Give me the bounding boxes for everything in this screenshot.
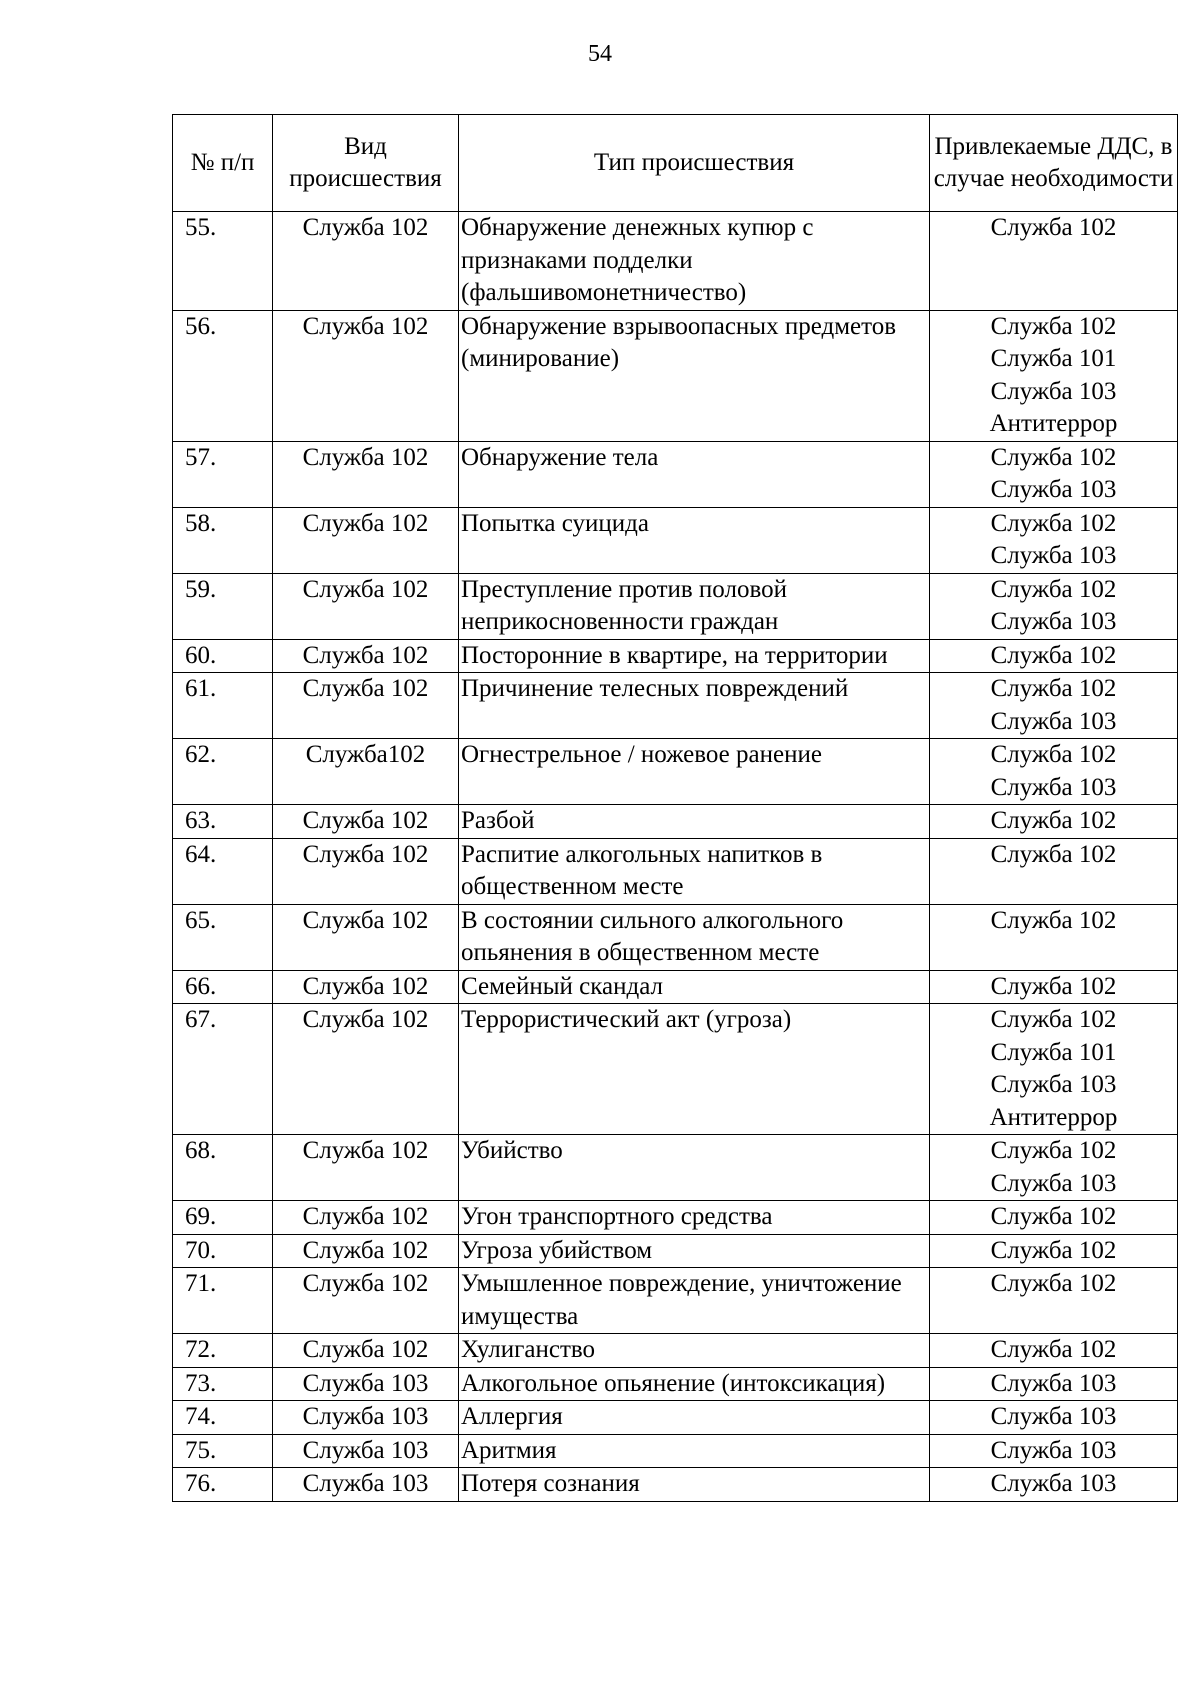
incident-type: Попытка суицида bbox=[459, 507, 930, 573]
involved-services bbox=[930, 838, 1178, 904]
incident-kind: Служба 102 bbox=[273, 904, 459, 970]
incident-type: Преступление против половой неприкосновенности граждан bbox=[459, 573, 930, 639]
service-entry: Служба 101 bbox=[990, 345, 1117, 372]
service-entry: Служба 103 bbox=[990, 1403, 1117, 1430]
service-entry: Служба 102 bbox=[990, 1270, 1117, 1297]
row-number: 59. bbox=[173, 573, 273, 639]
service-entry: Служба 103 bbox=[990, 773, 1117, 801]
incident-kind: Служба 102 bbox=[273, 310, 459, 441]
table-row bbox=[173, 212, 1178, 311]
row-number: 57. bbox=[173, 441, 273, 507]
service-entry: Служба 103 bbox=[990, 542, 1117, 569]
incident-type: Потеря сознания bbox=[459, 1468, 930, 1502]
table-row bbox=[173, 573, 1178, 639]
row-number: 55. bbox=[173, 212, 273, 311]
table-row bbox=[173, 1234, 1178, 1268]
row-number: 70. bbox=[173, 1234, 273, 1268]
incident-kind: Служба 102 bbox=[273, 673, 459, 739]
incident-table bbox=[172, 114, 1178, 1502]
row-number: 62. bbox=[173, 739, 273, 805]
service-entry: Служба 102 bbox=[990, 214, 1117, 241]
incident-kind: Служба 103 bbox=[273, 1367, 459, 1401]
involved-services bbox=[930, 639, 1178, 673]
row-number: 73. bbox=[173, 1367, 273, 1401]
table-row bbox=[173, 1004, 1178, 1135]
table-row bbox=[173, 1201, 1178, 1235]
involved-services bbox=[930, 441, 1178, 507]
involved-services bbox=[930, 970, 1178, 1004]
incident-kind: Служба 102 bbox=[273, 639, 459, 673]
table-row bbox=[173, 507, 1178, 573]
incident-kind: Служба 102 bbox=[273, 1201, 459, 1235]
service-entry: Служба 102 bbox=[990, 641, 1117, 669]
involved-services bbox=[930, 1135, 1178, 1201]
table-row bbox=[173, 838, 1178, 904]
incident-type: В состоянии сильного алкогольного опьянения в общественном месте bbox=[459, 904, 930, 970]
incident-type: Террористический акт (угроза) bbox=[459, 1004, 930, 1135]
incident-kind: Служба 103 bbox=[273, 1468, 459, 1502]
incident-kind: Служба 102 bbox=[273, 838, 459, 904]
service-entry: Служба 103 bbox=[990, 707, 1117, 735]
table-row bbox=[173, 1434, 1178, 1468]
incident-type: Посторонние в квартире, на территории bbox=[459, 639, 930, 673]
row-number: 66. bbox=[173, 970, 273, 1004]
row-number: 69. bbox=[173, 1201, 273, 1235]
service-entry: Служба 103 bbox=[990, 1071, 1117, 1098]
incident-kind: Служба 102 bbox=[273, 573, 459, 639]
incident-type: Семейный скандал bbox=[459, 970, 930, 1004]
service-entry: Служба 102 bbox=[990, 675, 1117, 702]
service-entry: Служба 103 bbox=[990, 1470, 1117, 1497]
service-entry: Служба 102 bbox=[990, 575, 1117, 603]
service-entry: Служба 102 bbox=[990, 972, 1117, 1000]
involved-services bbox=[930, 1201, 1178, 1235]
incident-type: Аритмия bbox=[459, 1434, 930, 1468]
involved-services bbox=[930, 310, 1178, 441]
row-number: 60. bbox=[173, 639, 273, 673]
incident-kind: Служба 102 bbox=[273, 441, 459, 507]
table-body bbox=[173, 212, 1178, 1502]
incident-kind: Служба 102 bbox=[273, 1135, 459, 1201]
involved-services bbox=[930, 805, 1178, 839]
row-number: 68. bbox=[173, 1135, 273, 1201]
row-number: 61. bbox=[173, 673, 273, 739]
table-row bbox=[173, 1334, 1178, 1368]
row-number: 63. bbox=[173, 805, 273, 839]
table-row bbox=[173, 805, 1178, 839]
table-row bbox=[173, 970, 1178, 1004]
incident-type: Обнаружение тела bbox=[459, 441, 930, 507]
table-row bbox=[173, 639, 1178, 673]
table-row bbox=[173, 1468, 1178, 1502]
row-number: 58. bbox=[173, 507, 273, 573]
incident-kind: Служба102 bbox=[273, 739, 459, 805]
service-entry: Служба 102 bbox=[990, 1203, 1117, 1230]
header-kind: Вид происшествия bbox=[273, 115, 459, 212]
service-entry: Служба 102 bbox=[990, 443, 1117, 471]
table-row bbox=[173, 1135, 1178, 1201]
row-number: 71. bbox=[173, 1268, 273, 1334]
row-number: 76. bbox=[173, 1468, 273, 1502]
table-row bbox=[173, 1401, 1178, 1435]
service-entry: Служба 102 bbox=[990, 807, 1117, 834]
table-row bbox=[173, 673, 1178, 739]
incident-type: Распитие алкогольных напитков в общественном месте bbox=[459, 838, 930, 904]
table-row bbox=[173, 739, 1178, 805]
table-row bbox=[173, 904, 1178, 970]
incident-kind: Служба 102 bbox=[273, 507, 459, 573]
incident-type: Умышленное повреждение, уничтожение имущества bbox=[459, 1268, 930, 1334]
involved-services bbox=[930, 1004, 1178, 1135]
incident-kind: Служба 102 bbox=[273, 805, 459, 839]
incident-kind: Служба 102 bbox=[273, 1234, 459, 1268]
service-entry: Служба 102 bbox=[990, 312, 1117, 340]
header-type: Тип происшествия bbox=[459, 115, 930, 212]
row-number: 67. bbox=[173, 1004, 273, 1135]
service-entry: Служба 102 bbox=[990, 1006, 1117, 1033]
service-entry: Антитеррор bbox=[989, 410, 1118, 437]
incident-type: Угроза убийством bbox=[459, 1234, 930, 1268]
service-entry: Служба 103 bbox=[990, 1436, 1117, 1464]
involved-services bbox=[930, 573, 1178, 639]
service-entry: Служба 102 bbox=[990, 840, 1117, 868]
involved-services bbox=[930, 739, 1178, 805]
service-entry: Служба 102 bbox=[990, 509, 1117, 537]
involved-services bbox=[930, 507, 1178, 573]
involved-services bbox=[930, 904, 1178, 970]
incident-type: Хулиганство bbox=[459, 1334, 930, 1368]
service-entry: Служба 103 bbox=[990, 476, 1117, 503]
service-entry: Служба 103 bbox=[990, 608, 1117, 635]
row-number: 56. bbox=[173, 310, 273, 441]
incident-kind: Служба 103 bbox=[273, 1434, 459, 1468]
row-number: 65. bbox=[173, 904, 273, 970]
table-row bbox=[173, 310, 1178, 441]
service-entry: Служба 102 bbox=[990, 1137, 1117, 1164]
involved-services bbox=[930, 1434, 1178, 1468]
incident-type: Причинение телесных повреждений bbox=[459, 673, 930, 739]
incident-type: Огнестрельное / ножевое ранение bbox=[459, 739, 930, 805]
incident-type: Алкогольное опьянение (интоксикация) bbox=[459, 1367, 930, 1401]
involved-services bbox=[930, 212, 1178, 311]
service-entry: Служба 101 bbox=[990, 1038, 1117, 1066]
involved-services bbox=[930, 1367, 1178, 1401]
service-entry: Служба 102 bbox=[990, 1236, 1117, 1264]
table-row bbox=[173, 441, 1178, 507]
table-row bbox=[173, 1367, 1178, 1401]
involved-services bbox=[930, 1401, 1178, 1435]
involved-services bbox=[930, 1234, 1178, 1268]
service-entry: Служба 103 bbox=[990, 1369, 1117, 1397]
incident-kind: Служба 102 bbox=[273, 1268, 459, 1334]
page-number: 54 bbox=[588, 41, 612, 67]
involved-services bbox=[930, 1468, 1178, 1502]
table-row bbox=[173, 1268, 1178, 1334]
involved-services bbox=[930, 1334, 1178, 1368]
involved-services bbox=[930, 1268, 1178, 1334]
incident-type: Убийство bbox=[459, 1135, 930, 1201]
row-number: 75. bbox=[173, 1434, 273, 1468]
incident-kind: Служба 102 bbox=[273, 970, 459, 1004]
incident-type: Обнаружение денежных купюр с признаками подделки (фальшивомонетничество) bbox=[459, 212, 930, 311]
incident-type: Аллергия bbox=[459, 1401, 930, 1435]
incident-kind: Служба 102 bbox=[273, 1004, 459, 1135]
incident-type: Разбой bbox=[459, 805, 930, 839]
involved-services bbox=[930, 673, 1178, 739]
service-entry: Служба 103 bbox=[990, 377, 1117, 405]
service-entry: Служба 102 bbox=[990, 741, 1117, 768]
row-number: 64. bbox=[173, 838, 273, 904]
incident-kind: Служба 103 bbox=[273, 1401, 459, 1435]
incident-kind: Служба 102 bbox=[273, 212, 459, 311]
service-entry: Служба 102 bbox=[990, 1336, 1117, 1363]
incident-kind: Служба 102 bbox=[273, 1334, 459, 1368]
row-number: 74. bbox=[173, 1401, 273, 1435]
row-number: 72. bbox=[173, 1334, 273, 1368]
service-entry: Служба 102 bbox=[990, 906, 1117, 934]
header-dds: Привлекаемые ДДС, в случае необходимости bbox=[930, 115, 1178, 212]
table-header-row bbox=[173, 115, 1178, 212]
header-num: № п/п bbox=[173, 115, 273, 212]
incident-type: Угон транспортного средства bbox=[459, 1201, 930, 1235]
service-entry: Антитеррор bbox=[989, 1103, 1118, 1131]
incident-type: Обнаружение взрывоопасных предметов (минирование) bbox=[459, 310, 930, 441]
service-entry: Служба 103 bbox=[990, 1169, 1117, 1197]
